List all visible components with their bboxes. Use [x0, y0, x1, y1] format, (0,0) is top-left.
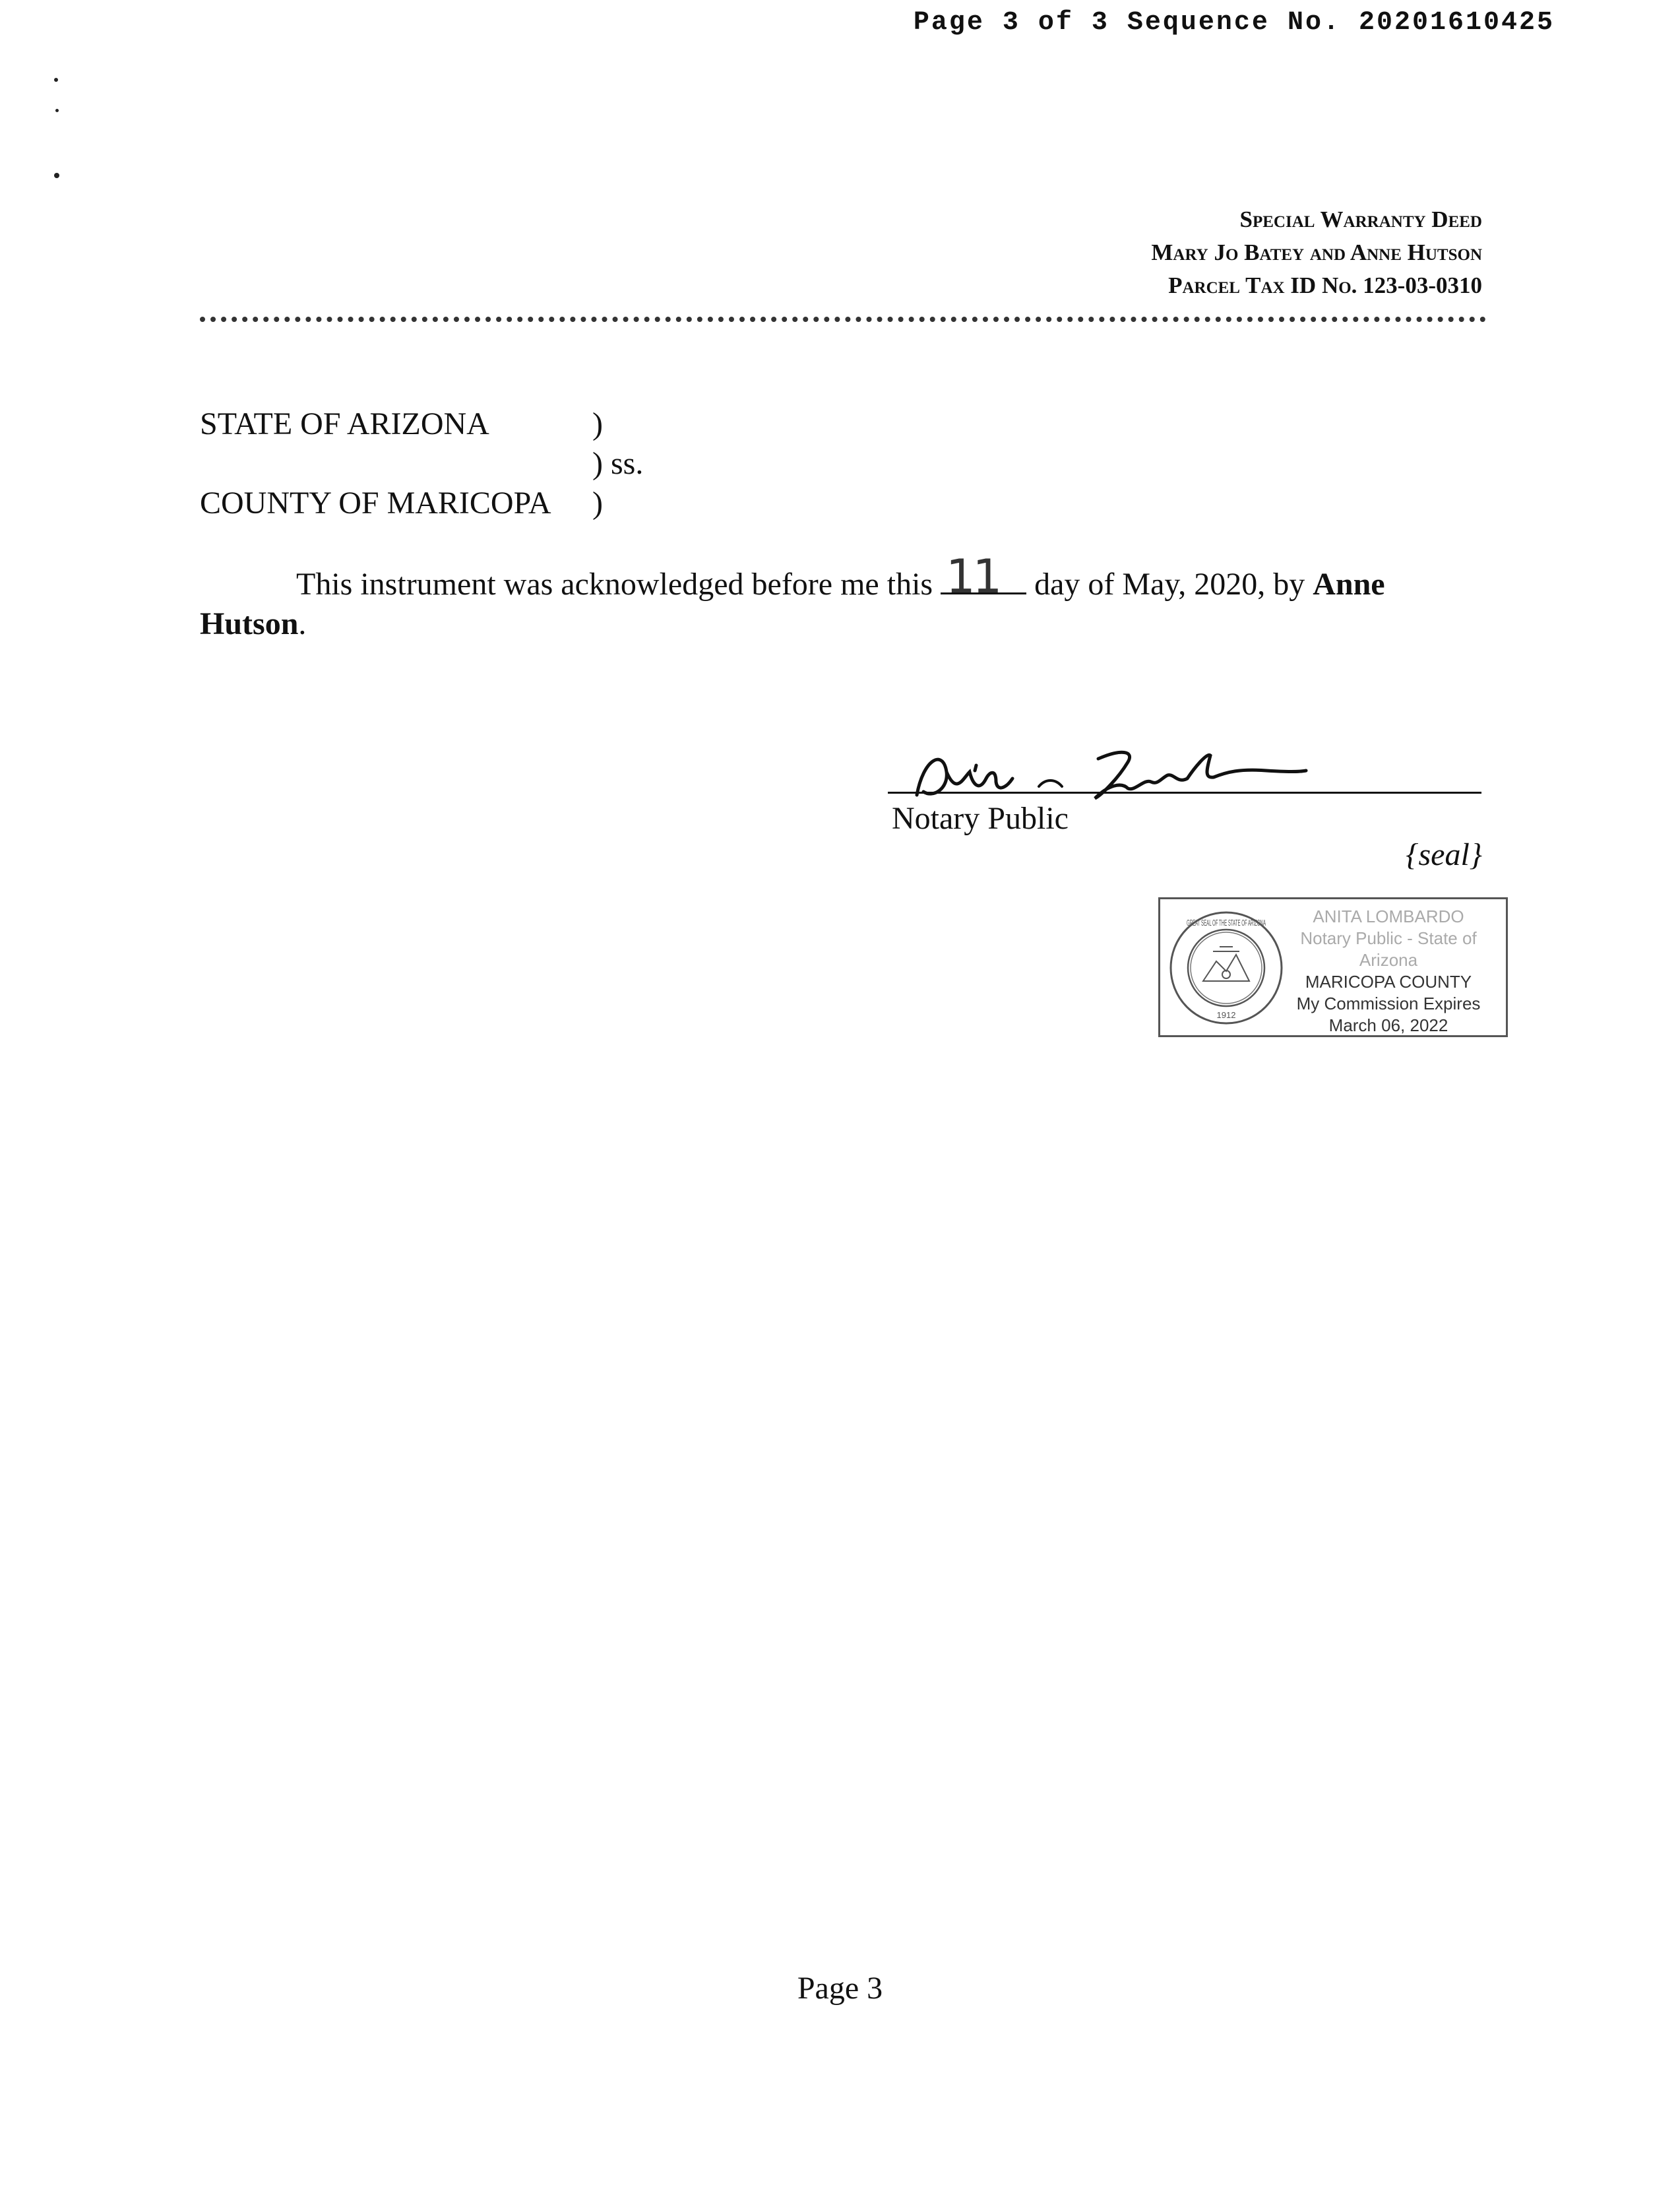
seal-ring-text: GREAT SEAL OF THE STATE OF ARIZONA [1187, 918, 1266, 928]
deed-parties: Mary Jo Batey and Anne Hutson [1151, 239, 1482, 265]
venue-county: COUNTY OF MARICOPA [200, 486, 551, 521]
notary-stamp [1158, 897, 1508, 1037]
scan-speck [55, 109, 59, 112]
stamp-county: MARICOPA COUNTY [1305, 972, 1472, 992]
seal-label: {seal} [1406, 837, 1482, 872]
state-seal-icon [1167, 908, 1286, 1027]
ack-after: day of May, 2020, by [1034, 567, 1305, 602]
page-sequence-header: Page 3 of 3 Sequence No. 20201610425 [913, 8, 1555, 38]
stamp-commission: My Commission Expires [1296, 994, 1481, 1013]
deed-title: Special Warranty Deed [1239, 207, 1482, 232]
signature-line [888, 792, 1481, 794]
venue-ss: ) ss. [592, 446, 644, 481]
ack-name-last: Hutson [200, 606, 299, 641]
scan-speck [54, 78, 58, 82]
venue-state: STATE OF ARIZONA [200, 406, 489, 441]
dotted-divider [200, 317, 1486, 322]
deed-header [1151, 203, 1482, 302]
page-number-footer: Page 3 [797, 1971, 883, 2006]
venue-paren: ) [592, 486, 603, 521]
notary-signature [897, 732, 1319, 812]
stamp-title: Notary Public - State of Arizona [1300, 928, 1477, 970]
stamp-text [1276, 906, 1501, 1036]
stamp-notary-name: ANITA LOMBARDO [1313, 907, 1464, 926]
ack-end: . [298, 606, 307, 641]
venue-paren: ) [592, 406, 603, 441]
seal-year: 1912 [1216, 1010, 1236, 1020]
day-handwritten: 11 [946, 550, 1000, 604]
ack-name-first: Anne [1313, 567, 1385, 602]
stamp-expiration: March 06, 2022 [1328, 1015, 1448, 1035]
deed-parcel-id: Parcel Tax ID No. 123-03-0310 [1168, 272, 1482, 298]
day-blank [941, 550, 1026, 604]
ack-before: This instrument was acknowledged before me this [296, 567, 933, 602]
scan-speck [54, 173, 59, 178]
notary-public-label: Notary Public [892, 801, 1069, 836]
acknowledgment-text [200, 550, 1482, 644]
